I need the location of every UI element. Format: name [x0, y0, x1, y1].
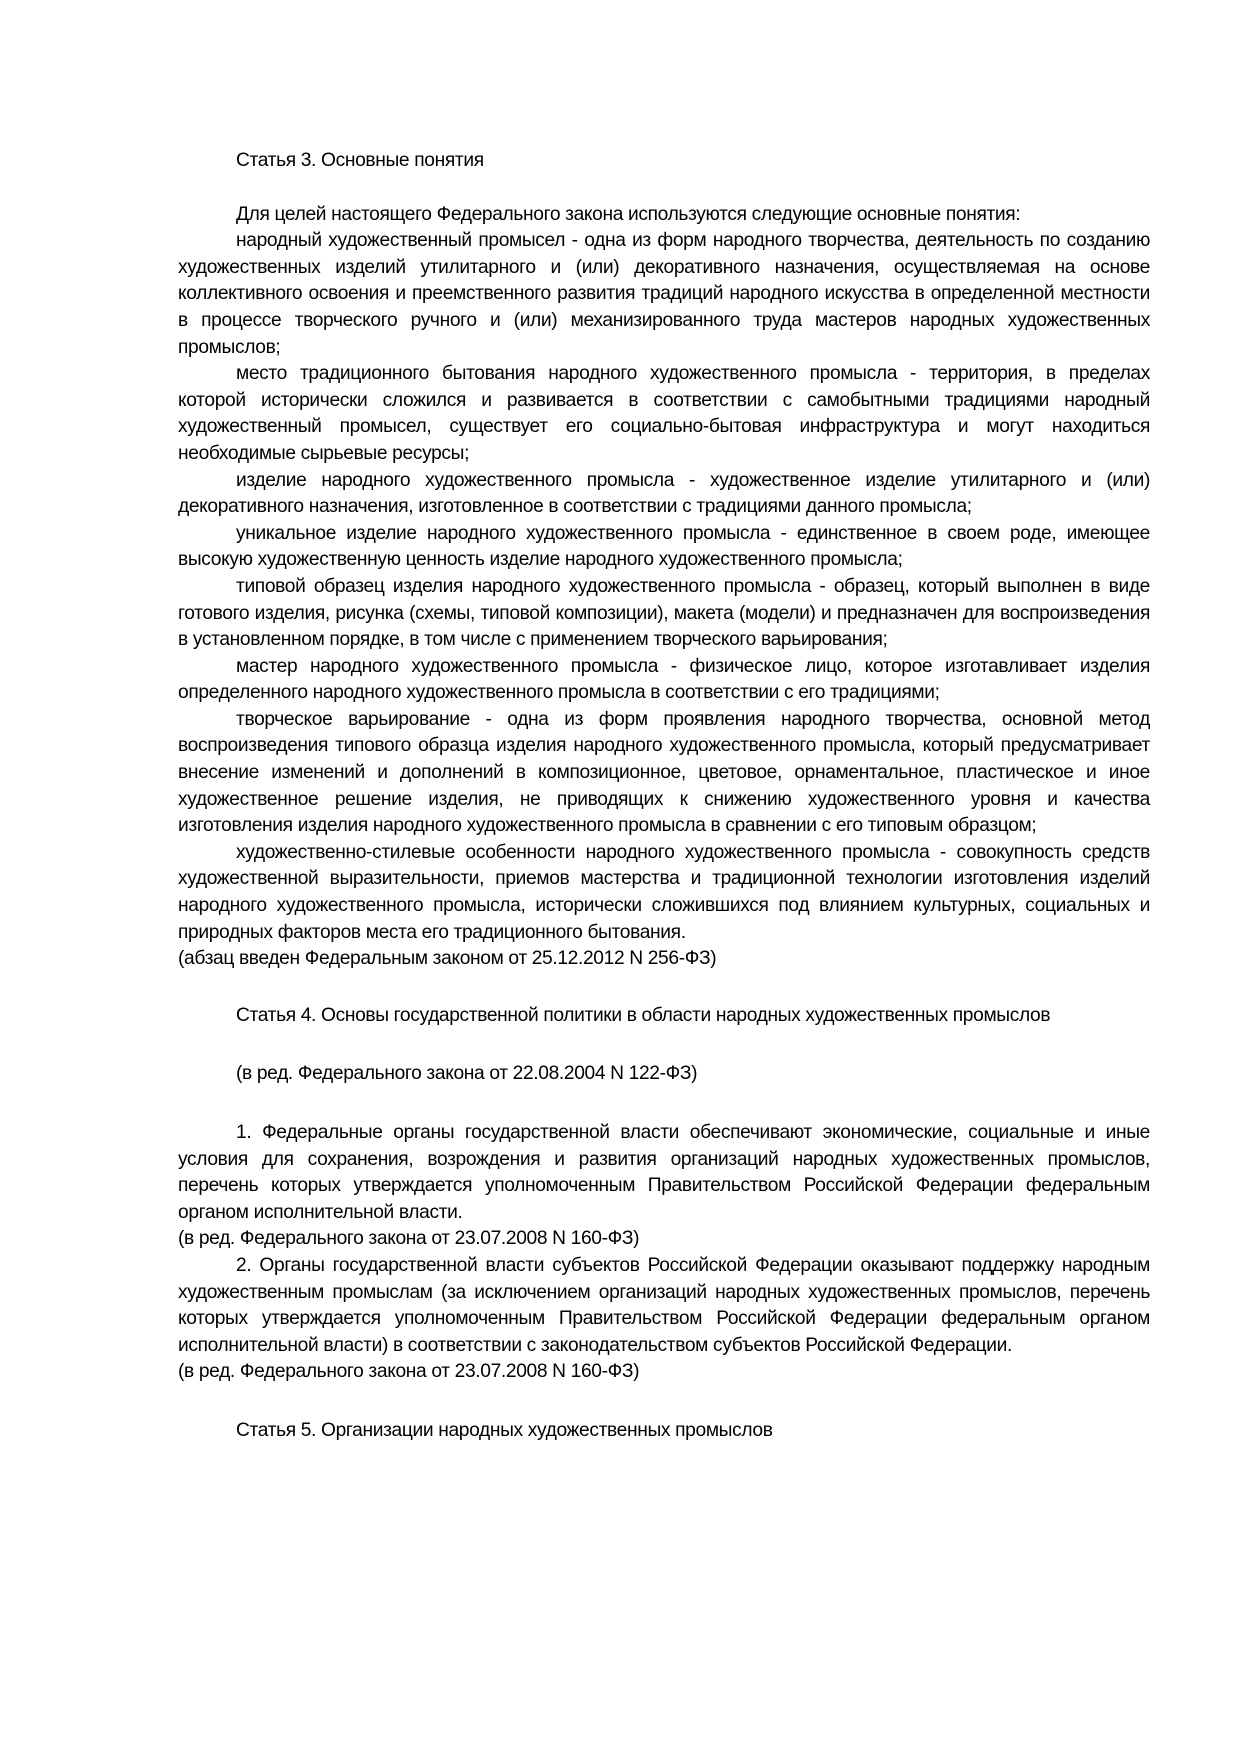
article-4-heading: Статья 4. Основы государственной политики в области народных художественных промыслов: [236, 1004, 1051, 1026]
amendment-note: (абзац введен Федеральным законом от 25.12.2012 N 256-ФЗ): [178, 948, 717, 970]
definition-stylistic-features: художественно-стилевые особенности народного художественного промысла - совокупность средств художественной выразительности, приемов мастерства и традиционной технологии изготовления изделий народного художественного промысла, исторически сложившихся под влиянием культурных, социальных и природных факторов места его традиционного бытования.: [178, 841, 1150, 943]
definition-master: мастер народного художественного промысла - физическое лицо, которое изготавливает изделия определенного народного художественного промысла в соответствии с его традициями;: [178, 655, 1150, 704]
definition-unique-item: уникальное изделие народного художественного промысла - единственное в своем роде, имеющее высокую художественную ценность изделие народного художественного промысла;: [178, 522, 1150, 571]
article-4-edition-note: (в ред. Федерального закона от 22.08.2004 N 122-ФЗ): [236, 1063, 698, 1085]
definition-folk-craft: народный художественный промысел - одна из форм народного творчества, деятельность по созданию художественных изделий утилитарного и (или) декоративного назначения, осуществляемая на основе коллективного освоения и преемственного развития традиций народного искусства в определенной местности в процессе творческого ручного и (или) механизированного труда мастеров народных художественных промыслов;: [178, 230, 1150, 358]
definition-typical-sample: типовой образец изделия народного художественного промысла - образец, который выполнен в виде готового изделия, рисунка (схемы, типовой композиции), макета (модели) и предназначен для воспроизведения в установленном порядке, в том числе с применением творческого варьирования;: [178, 575, 1150, 651]
article-4-item-2: 2. Органы государственной власти субъектов Российской Федерации оказывают поддержку народным художественным промыслам (за исключением организаций народных художественных промыслов, перечень которых утверждается уполномоченным Правительством Российской Федерации федеральным органом исполнительной власти) в соответствии с законодательством субъектов Российской Федерации.: [178, 1254, 1150, 1356]
article-4-item-1-note: (в ред. Федерального закона от 23.07.2008 N 160-ФЗ): [178, 1228, 640, 1250]
document-page: [178, 148, 1150, 1445]
article-4-item-2-note: (в ред. Федерального закона от 23.07.2008 N 160-ФЗ): [178, 1361, 640, 1383]
definition-craft-item: изделие народного художественного промысла - художественное изделие утилитарного и (или) декоративного назначения, изготовленное в соответствии с традициями данного промысла;: [178, 469, 1150, 518]
definition-traditional-place: место традиционного бытования народного художественного промысла - территория, в пределах которой исторически сложился и развивается в соответствии с самобытными традициями народный художественный промысел, существует его социально-бытовая инфраструктура и могут находиться необходимые сырьевые ресурсы;: [178, 363, 1150, 464]
definition-creative-variation: творческое варьирование - одна из форм проявления народного творчества, основной метод воспроизведения типового образца изделия народного художественного промысла, который предусматривает внесение изменений и дополнений в композиционное, цветовое, орнаментальное, пластическое и иное художественное решение изделия, не приводящих к снижению художественного уровня и качества изготовления изделия народного художественного промысла в сравнении с его типовым образцом;: [178, 708, 1150, 837]
article-3-heading: Статья 3. Основные понятия: [236, 150, 484, 171]
article-3-intro: Для целей настоящего Федерального закона используются следующие основные понятия:: [236, 203, 1021, 225]
article-4-item-1: 1. Федеральные органы государственной власти обеспечивают экономические, социальные и иные условия для сохранения, возрождения и развития организаций народных художественных промыслов, перечень которых утверждается уполномоченным Правительством Российской Федерации федеральным органом исполнительной власти.: [178, 1122, 1150, 1223]
article-5-heading: Статья 5. Организации народных художественных промыслов: [236, 1419, 773, 1441]
